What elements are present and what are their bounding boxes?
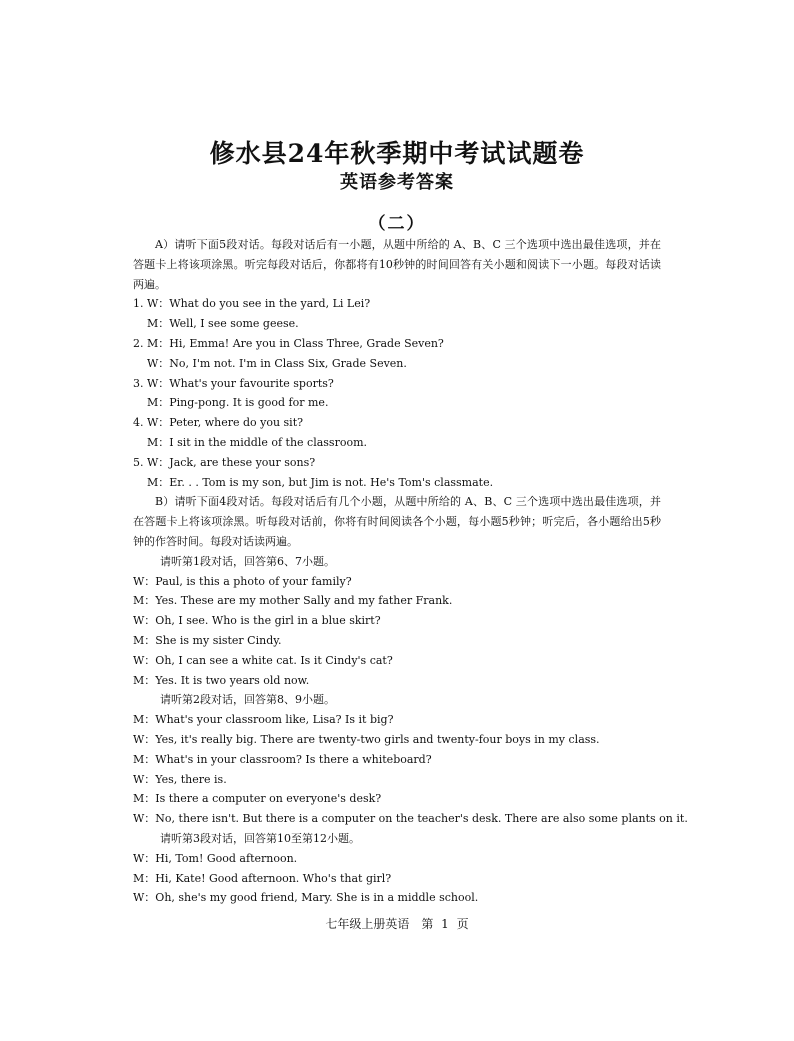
dialog-line: W：No, I'm not. I'm in Class Six, Grade Seven. bbox=[147, 356, 407, 370]
answer-body bbox=[133, 235, 688, 908]
section-heading: （二） bbox=[368, 214, 426, 234]
dialog-line: M：She is my sister Cindy. bbox=[133, 633, 282, 647]
dialog-line: 3. W：What's your favourite sports? bbox=[133, 376, 334, 390]
dialog-line: M：Ping-pong. It is good for me. bbox=[147, 396, 329, 410]
dialog-line: M：Is there a computer on everyone's desk? bbox=[133, 792, 382, 806]
dialog-line: M：What's your classroom like, Lisa? Is it big? bbox=[133, 713, 394, 727]
dialog-line: M：Well, I see some geese. bbox=[147, 317, 299, 331]
dialog-heading: 请听第1段对话，回答第6、7小题。 bbox=[160, 554, 335, 568]
dialog-line: W：Oh, I can see a white cat. Is it Cindy's cat? bbox=[133, 653, 393, 667]
dialog-heading: 请听第2段对话，回答第8、9小题。 bbox=[160, 693, 335, 707]
dialog-line: M：What's in your classroom? Is there a whiteboard? bbox=[133, 752, 432, 766]
dialog-heading: 请听第3段对话，回答第10至第12小题。 bbox=[160, 831, 360, 845]
dialog-line: 1. W：What do you see in the yard, Li Lei? bbox=[133, 297, 371, 311]
dialog-line: W：Paul, is this a photo of your family? bbox=[133, 574, 352, 588]
dialog-line: 2. M：Hi, Emma! Are you in Class Three, Grade Seven? bbox=[133, 336, 444, 350]
dialog-line: 4. W：Peter, where do you sit? bbox=[133, 416, 304, 430]
page-footer: 七年级上册英语 第 1 页 bbox=[325, 917, 469, 931]
dialog-line: M：I sit in the middle of the classroom. bbox=[147, 435, 368, 449]
dialog-line: W：Yes, there is. bbox=[133, 772, 227, 786]
part-b-instructions: B）请听下面4段对话。每段对话后有几个小题，从题中所给的 A、B、C 三个选项中选出最佳选项，并在答题卡上将该项涂黑。听每段对话前，你将有时间阅读各个小题，每小题5秒钟；听完后，各小题给出5秒钟的作答时间。每段对话读两遍。 bbox=[133, 495, 661, 548]
dialog-line: W：Oh, she's my good friend, Mary. She is in a middle school. bbox=[133, 891, 479, 905]
page-subtitle: 英语参考答案 bbox=[340, 172, 454, 193]
dialog-line: M：Yes. These are my mother Sally and my father Frank. bbox=[133, 594, 453, 608]
dialog-line: M：Er. . . Tom is my son, but Jim is not. He's Tom's classmate. bbox=[147, 475, 494, 489]
dialog-line: W：Yes, it's really big. There are twenty-two girls and twenty-four boys in my class. bbox=[133, 732, 600, 746]
part-a-instructions: A）请听下面5段对话。每段对话后有一小题，从题中所给的 A、B、C 三个选项中选出最佳选项，并在答题卡上将该项涂黑。听完每段对话后，你都将有10秒钟的时间回答有关小题和阅读下一小题。每段对话读两遍。 bbox=[133, 238, 661, 291]
dialog-line: W：Oh, I see. Who is the girl in a blue skirt? bbox=[133, 614, 381, 628]
dialog-line: 5. W：Jack, are these your sons? bbox=[133, 455, 316, 469]
dialog-line: M：Yes. It is two years old now. bbox=[133, 673, 310, 687]
dialog-line: M：Hi, Kate! Good afternoon. Who's that girl? bbox=[133, 871, 392, 885]
dialog-line: W：Hi, Tom! Good afternoon. bbox=[133, 851, 298, 865]
dialog-line: W：No, there isn't. But there is a computer on the teacher's desk. There are also some plants on it. bbox=[133, 812, 688, 826]
page-title: 修水县24年秋季期中考试试题卷 bbox=[209, 139, 585, 168]
